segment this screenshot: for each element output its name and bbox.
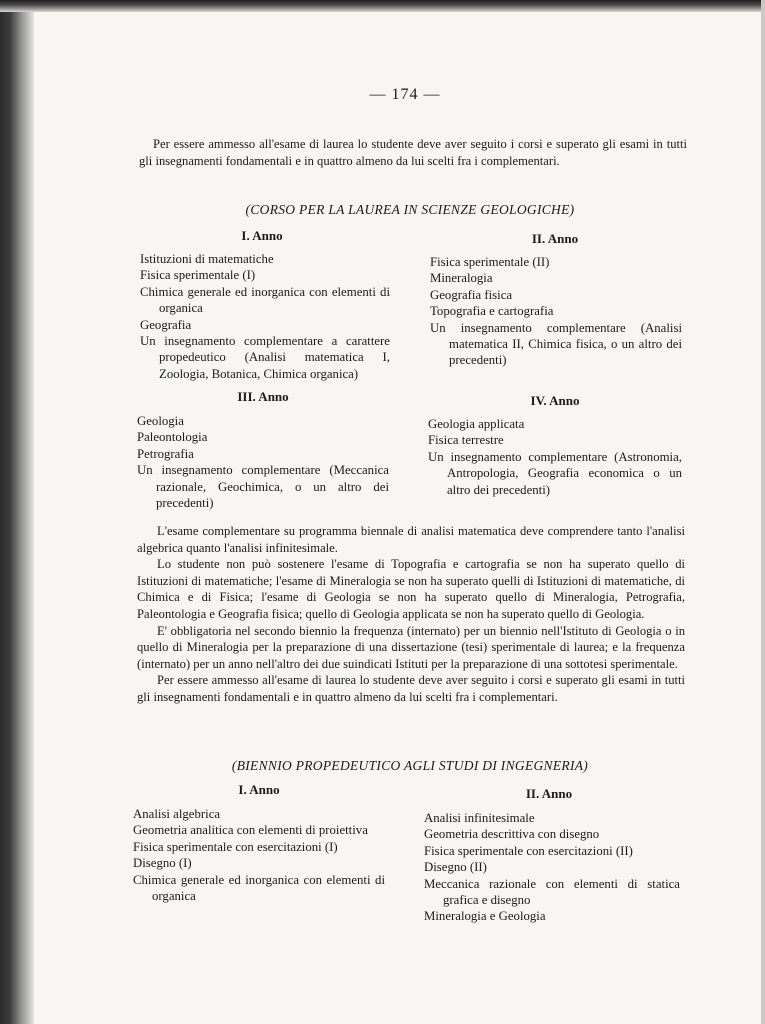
geology-year-3-courses [137, 413, 389, 511]
course-item: Geografia [140, 317, 192, 332]
geology-year-2-courses [430, 254, 682, 369]
geology-year-3-heading: III. Anno [237, 389, 289, 404]
note-paragraph: Lo studente non può sostenere l'esame di Topografia e cartografia se non ha superato quello di Istituzioni di matematiche; l'esame di Mineralogia se non ha superato quelli di Istituzioni di matematiche, di Chimica e di Fisica; l'esame di Geologia se non ha superato quello di Mineralogia, Petrografia, Paleontologia e Geografia fisica; quello di Geologia applicata se non ha superato quello di Geologia. [137, 557, 685, 621]
course-item: Disegno (II) [424, 860, 487, 875]
course-item: Geometria analitica con elementi di proiettiva [133, 823, 368, 838]
scan-binding-edge [0, 0, 34, 1024]
intro-text: Per essere ammesso all'esame di laurea lo studente deve aver seguito i corsi e superato gli esami in tutti gli insegnamenti fondamentali e in quattro almeno da lui scelti fra i complementari. [139, 137, 687, 168]
course-item: Topografia e cartografia [430, 304, 554, 319]
course-item: Geologia applicata [428, 417, 525, 431]
engineering-year-1-courses [133, 806, 385, 904]
geology-year-4-courses [428, 416, 682, 498]
engineering-year-2-courses [424, 810, 680, 925]
scan-top-edge [0, 0, 765, 12]
course-item: Mineralogia e Geologia [424, 909, 546, 924]
course-item: Geografia fisica [430, 287, 513, 302]
engineering-year-2-heading: II. Anno [525, 786, 573, 801]
course-item: Fisica terrestre [428, 433, 504, 448]
course-item: Paleontologia [137, 430, 208, 445]
engineering-year-1-heading: I. Anno [238, 782, 280, 797]
geology-year-1-heading: I. Anno [241, 228, 283, 243]
engineering-section-title: (BIENNIO PROPEDEUTICO AGLI STUDI DI INGEGNERIA) [231, 758, 589, 773]
course-item: Analisi infinitesimale [424, 811, 535, 825]
intro-paragraph [139, 136, 687, 169]
note-paragraph: L'esame complementare su programma biennale di analisi matematica deve comprendere tanto l'analisi algebrica quanto l'analisi infinitesimale. [137, 524, 685, 555]
geology-year-4-heading: IV. Anno [530, 393, 580, 408]
course-item: Mineralogia [430, 271, 493, 286]
course-item: Disegno (I) [133, 856, 192, 871]
course-item: Un insegnamento complementare a carattere propedeutico (Analisi matematica I, Zoologia, Botanica, Chimica organica) [140, 334, 390, 381]
course-item: Fisica sperimentale con esercitazioni (II) [424, 843, 633, 858]
geology-year-1-courses [140, 251, 390, 382]
course-item: Fisica sperimentale (I) [140, 268, 256, 283]
geology-year-2-heading: II. Anno [531, 231, 579, 246]
course-item: Analisi algebrica [133, 807, 221, 821]
note-paragraph: Per essere ammesso all'esame di laurea lo studente deve aver seguito i corsi e superato gli esami in tutti gli insegnamenti fondamentali e in quattro almeno da lui scelti fra i complementari. [137, 673, 685, 704]
course-item: Chimica generale ed inorganica con elementi di organica [140, 284, 390, 316]
course-item: Chimica generale ed inorganica con elementi di organica [133, 872, 385, 904]
course-item: Meccanica razionale con elementi di statica grafica e disegno [424, 876, 680, 908]
note-paragraph: E' obbligatoria nel secondo biennio la frequenza (internato) per un biennio nell'Istituto di Geologia o in quello di Mineralogia per la preparazione di una dissertazione (tesi) sperimentale di laurea; e la frequenza (internato) per un anno nell'altro dei due suindicati Istituti per la preparazione di una sottotesi sperimentale. [137, 623, 685, 671]
course-item: Istituzioni di matematiche [140, 252, 274, 266]
course-item: Geologia [137, 414, 184, 428]
course-item: Petrografia [137, 446, 194, 461]
course-item: Un insegnamento complementare (Analisi matematica II, Chimica fisica, o un altro dei precedenti) [430, 320, 682, 368]
course-item: Fisica sperimentale (II) [430, 255, 550, 269]
scan-right-edge [761, 0, 765, 1024]
course-item: Un insegnamento complementare (Meccanica razionale, Geochimica, o un altro dei precedenti) [137, 463, 389, 511]
course-item: Fisica sperimentale con esercitazioni (I) [133, 839, 338, 854]
course-item: Un insegnamento complementare (Astronomia, Antropologia, Geografia economica o un altro dei precedenti) [428, 449, 682, 497]
course-item: Geometria descrittiva con disegno [424, 827, 600, 842]
geology-section-title: (CORSO PER LA LAUREA IN SCIENZE GEOLOGICHE) [245, 202, 575, 217]
geology-notes [137, 523, 685, 706]
page-number: — 174 — [369, 86, 441, 103]
